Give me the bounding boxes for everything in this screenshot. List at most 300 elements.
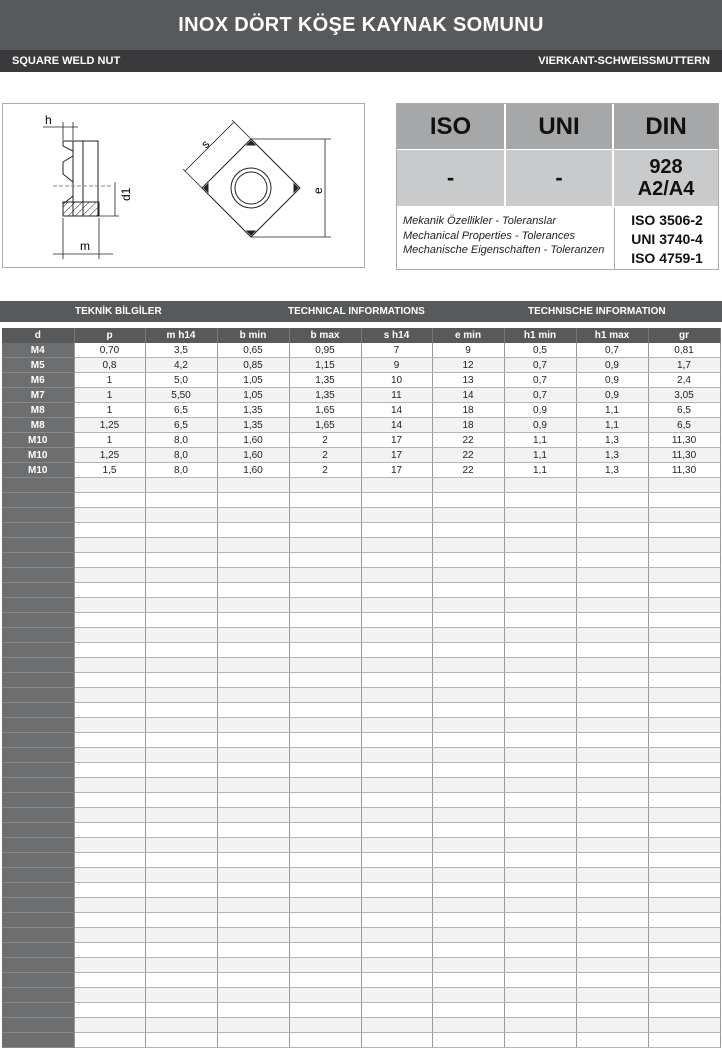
- empty-cell: [217, 538, 289, 553]
- table-cell: 1,3: [576, 448, 648, 463]
- empty-cell: [74, 553, 145, 568]
- empty-cell: [145, 943, 217, 958]
- empty-cell: [361, 928, 432, 943]
- empty-cell: [432, 763, 504, 778]
- empty-cell: [576, 628, 648, 643]
- empty-cell: [504, 523, 576, 538]
- info-turkish: TEKNİK BİLGİLER: [75, 306, 162, 317]
- empty-cell: [217, 988, 289, 1003]
- empty-cell: [432, 1003, 504, 1018]
- empty-cell: [361, 808, 432, 823]
- empty-cell: [217, 718, 289, 733]
- empty-cell: [576, 1033, 648, 1048]
- empty-cell: [432, 703, 504, 718]
- empty-cell: [432, 838, 504, 853]
- empty-cell: [74, 613, 145, 628]
- empty-cell: [576, 658, 648, 673]
- empty-cell: [576, 763, 648, 778]
- empty-cell: [648, 808, 720, 823]
- column-header: b max: [289, 328, 361, 343]
- empty-cell: [2, 523, 74, 538]
- empty-cell: [576, 733, 648, 748]
- empty-cell: [217, 583, 289, 598]
- empty-cell: [2, 703, 74, 718]
- empty-cell: [648, 763, 720, 778]
- empty-cell: [361, 553, 432, 568]
- empty-cell: [2, 613, 74, 628]
- empty-cell: [217, 1003, 289, 1018]
- table-cell: 2,4: [648, 373, 720, 388]
- empty-cell: [2, 733, 74, 748]
- empty-cell: [145, 598, 217, 613]
- empty-cell: [361, 853, 432, 868]
- empty-cell: [289, 613, 361, 628]
- column-header: e min: [432, 328, 504, 343]
- empty-cell: [576, 958, 648, 973]
- empty-table-row: [2, 913, 720, 928]
- empty-cell: [361, 868, 432, 883]
- empty-cell: [361, 1018, 432, 1033]
- properties-german: Mechanische Eigenschaften - Toleranzen: [403, 244, 605, 256]
- empty-cell: [361, 478, 432, 493]
- empty-cell: [432, 928, 504, 943]
- empty-cell: [576, 988, 648, 1003]
- empty-cell: [648, 943, 720, 958]
- empty-cell: [74, 1018, 145, 1033]
- table-cell: 1,25: [74, 418, 145, 433]
- empty-cell: [145, 703, 217, 718]
- empty-table-row: [2, 553, 720, 568]
- empty-cell: [504, 838, 576, 853]
- table-row: [2, 418, 720, 433]
- table-cell: 1,1: [504, 463, 576, 478]
- empty-cell: [145, 778, 217, 793]
- table-cell: 0,9: [504, 403, 576, 418]
- table-cell: 9: [361, 358, 432, 373]
- empty-cell: [289, 808, 361, 823]
- empty-cell: [504, 913, 576, 928]
- empty-cell: [74, 718, 145, 733]
- table-cell: M10: [2, 463, 74, 478]
- table-cell: 1: [74, 373, 145, 388]
- empty-cell: [145, 748, 217, 763]
- empty-cell: [145, 973, 217, 988]
- table-cell: 1,05: [217, 388, 289, 403]
- table-cell: 22: [432, 448, 504, 463]
- empty-cell: [217, 673, 289, 688]
- empty-cell: [648, 673, 720, 688]
- empty-table-row: [2, 958, 720, 973]
- empty-table-row: [2, 613, 720, 628]
- empty-cell: [217, 1033, 289, 1048]
- table-cell: 1,60: [217, 433, 289, 448]
- empty-cell: [2, 658, 74, 673]
- empty-cell: [648, 868, 720, 883]
- empty-cell: [2, 823, 74, 838]
- empty-cell: [576, 598, 648, 613]
- empty-cell: [576, 613, 648, 628]
- empty-cell: [145, 928, 217, 943]
- empty-cell: [2, 1018, 74, 1033]
- empty-cell: [145, 1018, 217, 1033]
- table-cell: 0,9: [576, 373, 648, 388]
- properties-english: Mechanical Properties - Tolerances: [403, 229, 576, 242]
- empty-cell: [289, 913, 361, 928]
- table-cell: 1,60: [217, 448, 289, 463]
- empty-cell: [361, 1003, 432, 1018]
- empty-cell: [432, 823, 504, 838]
- table-cell: 17: [361, 433, 432, 448]
- empty-cell: [576, 493, 648, 508]
- table-cell: 1,25: [74, 448, 145, 463]
- empty-cell: [74, 823, 145, 838]
- table-cell: 1,1: [504, 433, 576, 448]
- empty-cell: [145, 838, 217, 853]
- table-cell: 1,1: [576, 403, 648, 418]
- empty-cell: [361, 688, 432, 703]
- table-cell: 1,1: [504, 448, 576, 463]
- empty-cell: [361, 613, 432, 628]
- table-cell: M5: [2, 358, 74, 373]
- empty-cell: [2, 598, 74, 613]
- empty-cell: [361, 493, 432, 508]
- table-cell: 3,05: [648, 388, 720, 403]
- empty-cell: [289, 568, 361, 583]
- empty-cell: [432, 1033, 504, 1048]
- empty-table-row: [2, 493, 720, 508]
- empty-cell: [432, 553, 504, 568]
- empty-table-row: [2, 628, 720, 643]
- empty-cell: [504, 673, 576, 688]
- top-view: [202, 139, 300, 237]
- table-cell: 13: [432, 373, 504, 388]
- empty-cell: [74, 628, 145, 643]
- empty-cell: [74, 658, 145, 673]
- table-cell: 1,65: [289, 403, 361, 418]
- empty-cell: [361, 988, 432, 1003]
- empty-cell: [74, 853, 145, 868]
- empty-cell: [2, 988, 74, 1003]
- empty-cell: [289, 628, 361, 643]
- empty-cell: [2, 958, 74, 973]
- empty-cell: [361, 568, 432, 583]
- table-cell: 11,30: [648, 433, 720, 448]
- empty-table-row: [2, 523, 720, 538]
- empty-cell: [504, 658, 576, 673]
- empty-cell: [289, 748, 361, 763]
- empty-cell: [432, 493, 504, 508]
- empty-cell: [432, 598, 504, 613]
- empty-cell: [289, 508, 361, 523]
- header-iso: ISO: [397, 104, 504, 149]
- empty-table-row: [2, 928, 720, 943]
- empty-cell: [217, 943, 289, 958]
- empty-cell: [432, 508, 504, 523]
- empty-cell: [432, 883, 504, 898]
- table-row: [2, 388, 720, 403]
- subtitle-german: VIERKANT-SCHWEISSMUTTERN: [538, 55, 710, 67]
- empty-cell: [74, 748, 145, 763]
- empty-cell: [576, 868, 648, 883]
- empty-cell: [361, 523, 432, 538]
- table-cell: 0,65: [217, 343, 289, 358]
- empty-cell: [2, 1003, 74, 1018]
- table-cell: 1: [74, 403, 145, 418]
- empty-cell: [145, 898, 217, 913]
- empty-cell: [576, 973, 648, 988]
- empty-cell: [576, 838, 648, 853]
- empty-cell: [648, 613, 720, 628]
- empty-cell: [289, 928, 361, 943]
- empty-cell: [145, 538, 217, 553]
- table-row: [2, 448, 720, 463]
- empty-cell: [648, 568, 720, 583]
- empty-cell: [74, 943, 145, 958]
- empty-cell: [432, 1018, 504, 1033]
- empty-table-row: [2, 838, 720, 853]
- table-cell: 17: [361, 463, 432, 478]
- empty-cell: [504, 508, 576, 523]
- empty-cell: [217, 493, 289, 508]
- empty-cell: [432, 913, 504, 928]
- table-cell: 5,0: [145, 373, 217, 388]
- empty-table-row: [2, 808, 720, 823]
- empty-cell: [145, 823, 217, 838]
- empty-cell: [289, 958, 361, 973]
- label-h: h: [45, 113, 52, 127]
- empty-cell: [74, 583, 145, 598]
- table-cell: 0,7: [504, 388, 576, 403]
- empty-cell: [289, 988, 361, 1003]
- empty-table-row: [2, 673, 720, 688]
- empty-cell: [648, 478, 720, 493]
- empty-cell: [74, 538, 145, 553]
- empty-cell: [289, 1033, 361, 1048]
- empty-cell: [432, 478, 504, 493]
- table-cell: M10: [2, 433, 74, 448]
- empty-table-row: [2, 478, 720, 493]
- empty-cell: [217, 808, 289, 823]
- empty-cell: [2, 553, 74, 568]
- empty-cell: [648, 523, 720, 538]
- table-row: [2, 373, 720, 388]
- empty-cell: [504, 733, 576, 748]
- empty-table-row: [2, 763, 720, 778]
- empty-cell: [2, 913, 74, 928]
- empty-cell: [576, 793, 648, 808]
- empty-cell: [217, 778, 289, 793]
- empty-cell: [145, 793, 217, 808]
- empty-cell: [2, 643, 74, 658]
- table-cell: 0,5: [504, 343, 576, 358]
- empty-cell: [432, 613, 504, 628]
- empty-cell: [432, 868, 504, 883]
- dimension-d1: [99, 182, 119, 216]
- table-cell: 0,9: [576, 388, 648, 403]
- empty-cell: [361, 898, 432, 913]
- empty-cell: [74, 883, 145, 898]
- empty-cell: [145, 763, 217, 778]
- empty-cell: [648, 928, 720, 943]
- empty-cell: [145, 988, 217, 1003]
- table-cell: 18: [432, 403, 504, 418]
- empty-cell: [504, 1018, 576, 1033]
- empty-cell: [217, 688, 289, 703]
- empty-cell: [648, 643, 720, 658]
- empty-cell: [504, 793, 576, 808]
- empty-table-row: [2, 1018, 720, 1033]
- empty-cell: [361, 538, 432, 553]
- empty-cell: [74, 913, 145, 928]
- empty-table-row: [2, 778, 720, 793]
- empty-cell: [2, 898, 74, 913]
- table-cell: 7: [361, 343, 432, 358]
- empty-cell: [504, 478, 576, 493]
- empty-cell: [361, 703, 432, 718]
- empty-cell: [648, 628, 720, 643]
- empty-cell: [145, 808, 217, 823]
- empty-cell: [432, 943, 504, 958]
- empty-table-row: [2, 853, 720, 868]
- empty-cell: [289, 583, 361, 598]
- empty-cell: [504, 493, 576, 508]
- iso-value: -: [397, 150, 504, 206]
- subtitle-bar: [0, 50, 722, 72]
- table-cell: 12: [432, 358, 504, 373]
- side-view: [53, 141, 113, 216]
- empty-cell: [361, 748, 432, 763]
- standard-uni-3740: UNI 3740-4: [631, 231, 703, 247]
- empty-cell: [648, 658, 720, 673]
- empty-cell: [504, 1033, 576, 1048]
- label-m: m: [80, 239, 90, 253]
- empty-cell: [289, 898, 361, 913]
- empty-table-row: [2, 643, 720, 658]
- empty-cell: [2, 868, 74, 883]
- empty-cell: [74, 1003, 145, 1018]
- empty-cell: [145, 643, 217, 658]
- empty-table-row: [2, 508, 720, 523]
- table-cell: 5,50: [145, 388, 217, 403]
- empty-cell: [145, 868, 217, 883]
- empty-cell: [361, 583, 432, 598]
- empty-cell: [217, 898, 289, 913]
- empty-cell: [361, 973, 432, 988]
- empty-cell: [74, 793, 145, 808]
- table-cell: 1,7: [648, 358, 720, 373]
- empty-cell: [432, 658, 504, 673]
- empty-cell: [2, 1033, 74, 1048]
- empty-cell: [361, 628, 432, 643]
- page-title: INOX DÖRT KÖŞE KAYNAK SOMUNU: [0, 0, 722, 50]
- empty-cell: [361, 958, 432, 973]
- empty-table-row: [2, 718, 720, 733]
- empty-cell: [2, 928, 74, 943]
- table-cell: 6,5: [648, 418, 720, 433]
- empty-table-row: [2, 748, 720, 763]
- empty-cell: [432, 628, 504, 643]
- empty-table-row: [2, 538, 720, 553]
- empty-cell: [74, 643, 145, 658]
- empty-cell: [217, 763, 289, 778]
- empty-cell: [504, 613, 576, 628]
- empty-cell: [648, 913, 720, 928]
- empty-cell: [432, 523, 504, 538]
- empty-cell: [289, 703, 361, 718]
- empty-cell: [74, 928, 145, 943]
- empty-cell: [361, 913, 432, 928]
- empty-cell: [361, 943, 432, 958]
- empty-cell: [289, 478, 361, 493]
- header-uni: UNI: [506, 104, 612, 149]
- empty-table-row: [2, 583, 720, 598]
- empty-cell: [74, 868, 145, 883]
- empty-cell: [576, 1018, 648, 1033]
- empty-cell: [432, 958, 504, 973]
- empty-cell: [217, 658, 289, 673]
- empty-cell: [217, 733, 289, 748]
- mechanical-properties: [403, 214, 613, 258]
- empty-cell: [217, 868, 289, 883]
- empty-cell: [648, 883, 720, 898]
- empty-cell: [217, 553, 289, 568]
- empty-cell: [74, 838, 145, 853]
- empty-table-row: [2, 988, 720, 1003]
- table-cell: 0,85: [217, 358, 289, 373]
- empty-cell: [432, 973, 504, 988]
- empty-table-row: [2, 943, 720, 958]
- empty-cell: [576, 553, 648, 568]
- empty-cell: [74, 808, 145, 823]
- empty-cell: [648, 838, 720, 853]
- empty-cell: [576, 703, 648, 718]
- empty-cell: [648, 778, 720, 793]
- table-cell: 14: [432, 388, 504, 403]
- table-cell: 1,3: [576, 433, 648, 448]
- empty-cell: [217, 568, 289, 583]
- uni-value: -: [506, 150, 612, 206]
- empty-table-row: [2, 1033, 720, 1048]
- empty-cell: [289, 718, 361, 733]
- empty-table-row: [2, 868, 720, 883]
- label-s: s: [198, 136, 213, 152]
- empty-cell: [576, 748, 648, 763]
- empty-cell: [145, 553, 217, 568]
- empty-cell: [648, 898, 720, 913]
- empty-cell: [432, 688, 504, 703]
- empty-cell: [145, 958, 217, 973]
- empty-cell: [576, 853, 648, 868]
- table-cell: 22: [432, 463, 504, 478]
- empty-cell: [361, 508, 432, 523]
- empty-cell: [217, 958, 289, 973]
- empty-cell: [504, 1003, 576, 1018]
- empty-cell: [2, 673, 74, 688]
- empty-cell: [289, 538, 361, 553]
- empty-cell: [217, 508, 289, 523]
- empty-cell: [361, 883, 432, 898]
- table-cell: 14: [361, 403, 432, 418]
- table-cell: 6,5: [648, 403, 720, 418]
- empty-cell: [217, 883, 289, 898]
- table-row: [2, 463, 720, 478]
- table-cell: 8,0: [145, 463, 217, 478]
- empty-cell: [361, 658, 432, 673]
- empty-cell: [504, 718, 576, 733]
- technical-drawing: [2, 103, 365, 268]
- empty-cell: [648, 988, 720, 1003]
- table-cell: 8,0: [145, 448, 217, 463]
